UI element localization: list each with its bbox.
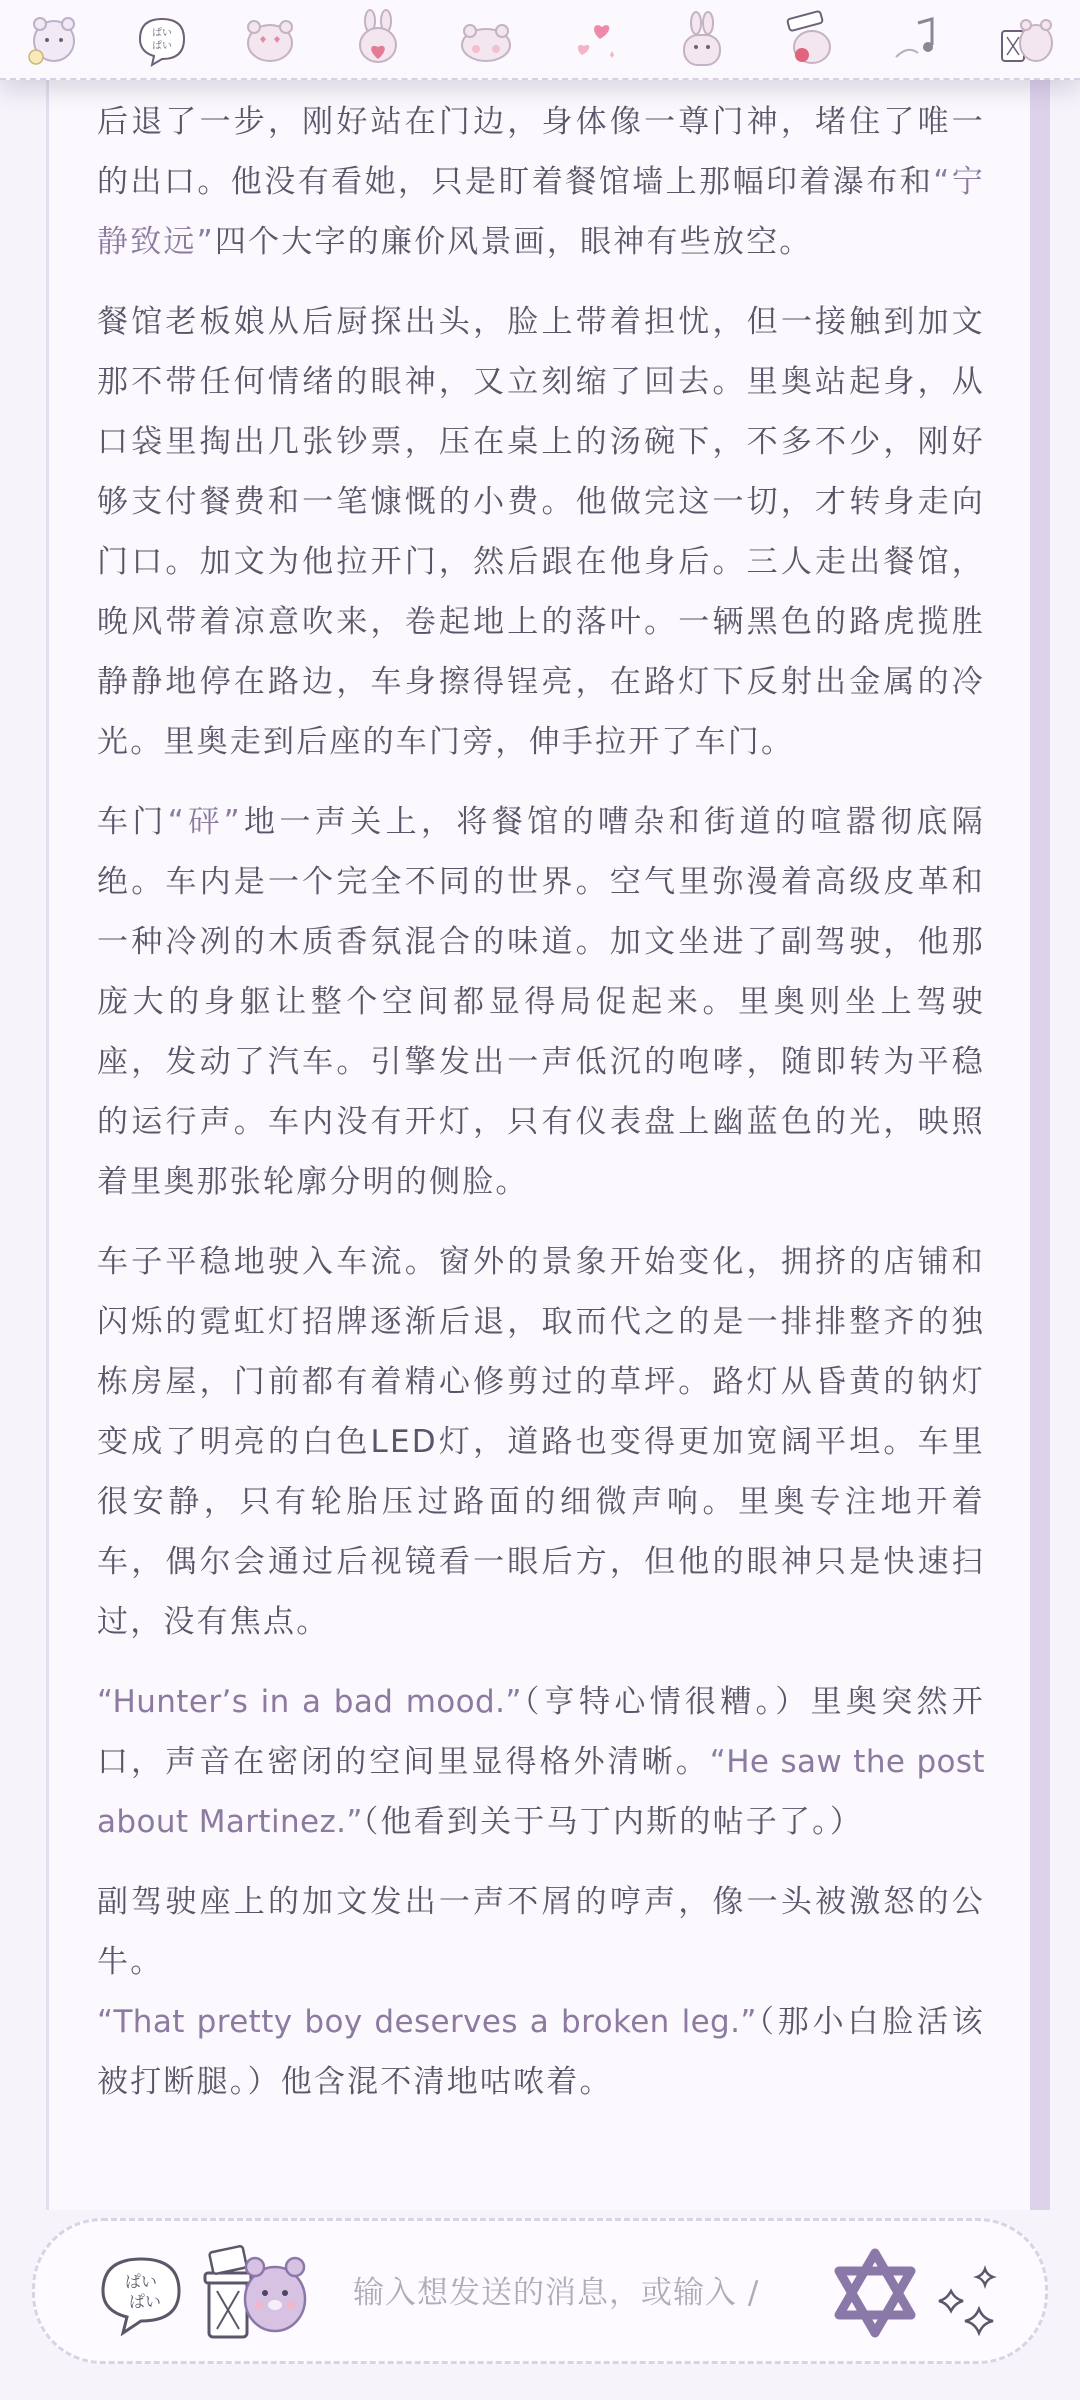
paragraph [97,92,985,272]
message-input[interactable] [351,2267,835,2319]
dialogue-quote: “Hunter’s in a bad mood.” [97,1684,522,1720]
scroll-rail[interactable] [1030,78,1050,2210]
paragraph [97,1992,985,2112]
sticker-bar [0,0,1080,80]
bear-trash-sticker-button[interactable] [203,2237,311,2349]
text-run: 车门 [97,804,168,840]
text-run: 地一声关上，将餐馆的嘈杂和街道的喧嚣彻底隔绝。车内是一个完全不同的世界。空气里弥漫着高级皮革和一种冷冽的木质香氛混合的味道。加文坐进了副驾驶，他那庞大的身躯让整个空间都显得局促起来。里奥则坐上驾驶座，发动了汽车。引擎发出一声低沉的咆哮，随即转为平稳的运行声。车内没有开灯，只有仪表盘上幽蓝色的光，映照着里奥那张轮廓分明的侧脸。 [97,804,985,1200]
pai-pai-sticker-button[interactable] [93,2245,189,2341]
translation: （那小白脸活该被打断腿。） [97,2004,985,2100]
bunny-peek-sticker[interactable] [672,9,732,69]
text-run: 后退了一步，刚好站在门边，身体像一尊门神，堵住了唯一的出口。他没有看她，只是盯着餐馆墙上那幅印着瀑布和 [97,104,985,200]
quoted-text: “砰” [167,804,242,840]
paragraph [97,792,985,1212]
svg-text:ぱい: ぱい [152,28,172,39]
svg-text:ぱい: ぱい [128,2292,162,2311]
bear-sign-sticker[interactable] [780,9,840,69]
quoted-text: “宁静致远” [97,164,985,260]
paragraph [97,1672,985,1852]
bear-trash-sticker[interactable] [996,9,1056,69]
dialogue-quote: “He saw the post about Martinez.” [97,1744,985,1840]
bear-bubble-sticker[interactable] [24,9,84,69]
paragraph: 餐馆老板娘从后厨探出头，脸上带着担忧，但一接触到加文那不带任何情绪的眼神，又立刻缩了回去。里奥站起身，从口袋里掏出几张钞票，压在桌上的汤碗下，不多不少，刚好够支付餐费和一笔慷慨的小费。他做完这一切，才转身走向门口。加文为他拉开门，然后跟在他身后。三人走出餐馆，晚风带着凉意吹来，卷起地上的落叶。一辆黑色的路虎揽胜静静地停在路边，车身擦得锃亮，在路灯下反射出金属的冷光。里奥走到后座的车门旁，伸手拉开了车门。 [97,304,985,760]
message-composer [32,2218,1048,2364]
star-of-david-icon[interactable] [825,2243,925,2343]
text-run: 他含混不清地咕哝着。 [280,2064,613,2100]
translation: （亨特心情很糟。） [521,1684,811,1720]
bear-blush-sticker[interactable] [456,9,516,69]
text-run: 四个大字的廉价风景画，眼神有些放空。 [214,224,813,260]
bear-heart-eyes-sticker[interactable] [240,9,300,69]
story-message [97,92,985,2132]
pai-pai-sticker[interactable] [132,9,192,69]
music-note-sticker[interactable] [888,9,948,69]
bunny-heart-sticker[interactable] [348,9,408,69]
paragraph: 车子平稳地驶入车流。窗外的景象开始变化，拥挤的店铺和闪烁的霓虹灯招牌逐渐后退，取而代之的是一排排整齐的独栋房屋，门前都有着精心修剪过的草坪。路灯从昏黄的钠灯变成了明亮的白色LED灯，道路也变得更加宽阔平坦。车里很安静，只有轮胎压过路面的细微声响。里奥专注地开着车，偶尔会通过后视镜看一眼后方，但他的眼神只是快速扫过，没有焦点。 [97,1244,985,1640]
hearts-sticker[interactable] [564,9,624,69]
sparkle-icon[interactable] [935,2261,1015,2341]
text-run: 里奥突然开口，声音在密闭的空间里显得格外清晰。 [97,1684,985,1780]
svg-text:ぱい: ぱい [152,41,172,52]
dialogue-quote: “That pretty boy deserves a broken leg.” [97,2004,757,2040]
paragraph: 副驾驶座上的加文发出一声不屑的哼声，像一头被激怒的公牛。 [97,1884,985,1980]
translation: （他看到关于马丁内斯的帖子了。） [362,1804,864,1840]
svg-text:ぱい: ぱい [124,2272,158,2291]
